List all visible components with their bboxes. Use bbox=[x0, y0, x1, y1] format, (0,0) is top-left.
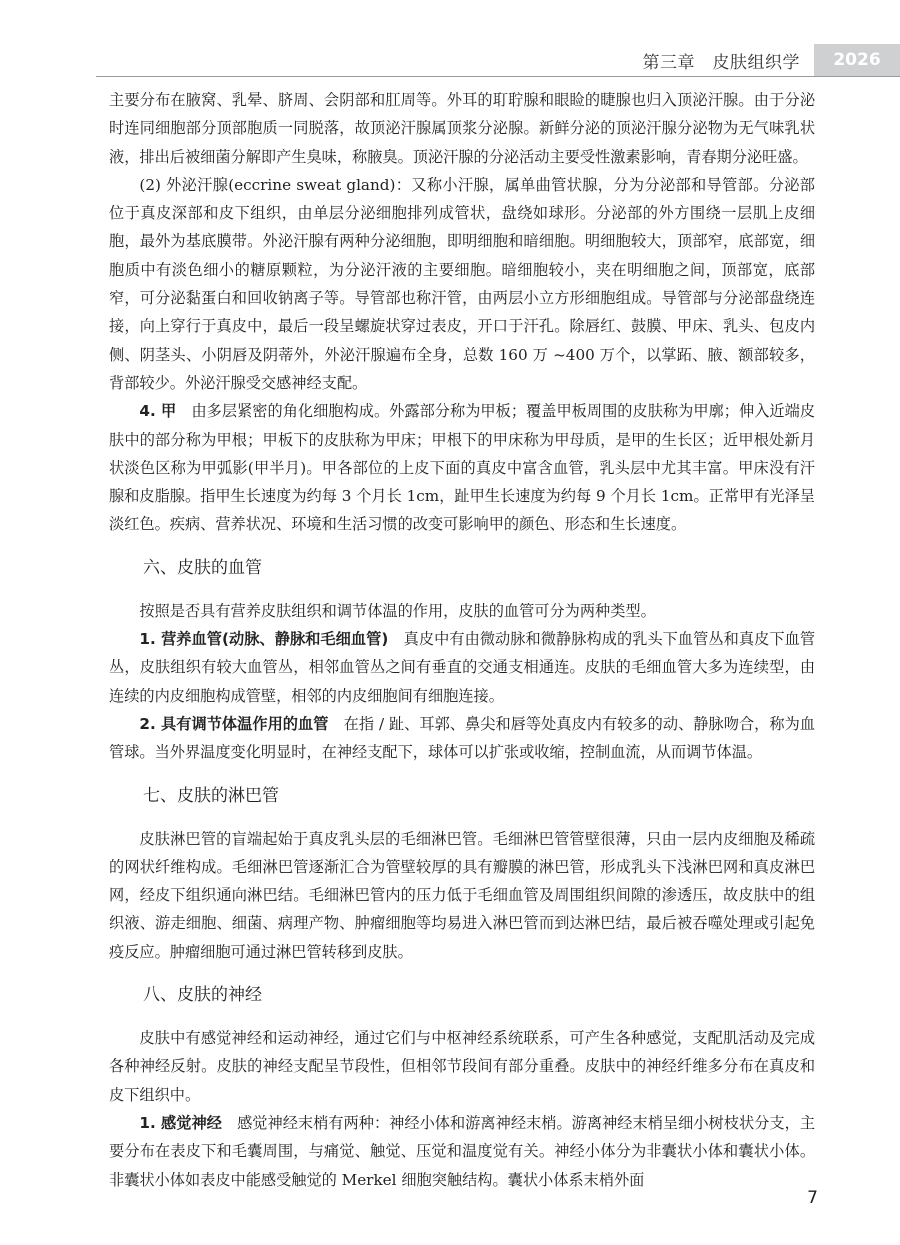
paragraph-nerves-intro: 皮肤中有感觉神经和运动神经，通过它们与中枢神经系统联系，可产生各种感觉，支配肌活动及完成各种神经反射。皮肤的神经支配呈节段性，但相邻节段间有部分重叠。皮肤中的神经纤维多分布在真皮和皮下组织中。 bbox=[109, 1029, 815, 1104]
nail-heading: 4. 甲 bbox=[139, 402, 177, 421]
nutrient-vessels-text: 真皮中有由微动脉和微静脉构成的乳头下血管丛和真皮下血管丛，皮肤组织有较大血管丛，相邻血管丛之间有垂直的交通支相通连。皮肤的毛细血管大多为连续型，由连续的内皮细胞构成管壁，相邻的内皮细胞间有细胞连接。 bbox=[109, 630, 816, 705]
section-heading-blood-vessels: 六、皮肤的血管 bbox=[143, 557, 262, 578]
sensory-nerves-heading: 1. 感觉神经 bbox=[139, 1113, 222, 1132]
section-heading-lymphatics: 七、皮肤的淋巴管 bbox=[143, 785, 279, 806]
sensory-nerves-text: 感觉神经末梢有两种：神经小体和游离神经末梢。游离神经末梢呈细小树枝状分支，主要分布在表皮下和毛囊周围，与痛觉、触觉、压觉和温度觉有关。神经小体分为非囊状小体和囊状小体。非囊状小体如表皮中能感受触觉的 Merkel 细胞突触结构。囊状小体系末梢外面 bbox=[109, 1113, 816, 1189]
year-badge: 2026 bbox=[814, 44, 900, 76]
section-heading-nerves: 八、皮肤的神经 bbox=[143, 985, 262, 1006]
page-number: 7 bbox=[807, 1188, 818, 1208]
paragraph-nail bbox=[109, 397, 815, 538]
body-text bbox=[109, 86, 815, 1194]
paragraph-sensory-nerves bbox=[109, 1109, 815, 1194]
paragraph-vessel-intro: 按照是否具有营养皮肤组织和调节体温的作用，皮肤的血管可分为两种类型。 bbox=[139, 601, 656, 620]
paragraph-thermoregulatory-vessels bbox=[109, 710, 815, 767]
paragraph-nutrient-vessels bbox=[109, 625, 815, 710]
header-divider bbox=[96, 76, 900, 77]
paragraph-eccrine-gland: (2) 外泌汗腺(eccrine sweat gland)：又称小汗腺，属单曲管状腺，分为分泌部和导管部。分泌部位于真皮深部和皮下组织，由单层分泌细胞排列成管状，盘绕如球形。分泌部的外方围绕一层肌上皮细胞，最外为基底膜带。外泌汗腺有两种分泌细胞，即明细胞和暗细胞。明细胞较大，顶部窄，底部宽，细胞质中有淡色细小的糖原颗粒，为分泌汗液的主要细胞。暗细胞较小，夹在明细胞之间，顶部宽，底部窄，可分泌黏蛋白和回收钠离子等。导管部也称汗管，由两层小立方形细胞组成。导管部与分泌部盘绕连接，向上穿行于真皮中，最后一段呈螺旋状穿过表皮，开口于汗孔。除唇红、鼓膜、甲床、乳头、包皮内侧、阴茎头、小阴唇及阴蒂外，外泌汗腺遍布全身，总数 160 万 ~400 万个，以掌跖、腋、额部较多，背部较少。外泌汗腺受交感神经支配。 bbox=[109, 175, 815, 392]
paragraph-lymphatics: 皮肤淋巴管的盲端起始于真皮乳头层的毛细淋巴管。毛细淋巴管管壁很薄，只由一层内皮细胞及稀疏的网状纤维构成。毛细淋巴管逐渐汇合为管壁较厚的具有瓣膜的淋巴管，形成乳头下浅淋巴网和真皮淋巴网，经皮下组织通向淋巴结。毛细淋巴管内的压力低于毛细血管及周围组织间隙的渗透压，故皮肤中的组织液、游走细胞、细菌、病理产物、肿瘤细胞等均易进入淋巴管而到达淋巴结，最后被吞噬处理或引起免疫反应。肿瘤细胞可通过淋巴管转移到皮肤。 bbox=[109, 829, 815, 961]
paragraph-apocrine-continued: 主要分布在腋窝、乳晕、脐周、会阴部和肛周等。外耳的耵聍腺和眼睑的睫腺也归入顶泌汗腺。由于分泌时连同细胞部分顶部胞质一同脱落，故顶泌汗腺属顶浆分泌腺。新鲜分泌的顶泌汗腺分泌物为无气味乳状液，排出后被细菌分解即产生臭味，称腋臭。顶泌汗腺的分泌活动主要受性激素影响，青春期分泌旺盛。 bbox=[109, 91, 815, 166]
thermoregulatory-heading: 2. 具有调节体温作用的血管 bbox=[139, 714, 329, 733]
chapter-title: 第三章 皮肤组织学 bbox=[642, 52, 800, 73]
nutrient-vessels-heading: 1. 营养血管(动脉、静脉和毛细血管) bbox=[139, 630, 389, 649]
nail-text: 由多层紧密的角化细胞构成。外露部分称为甲板；覆盖甲板周围的皮肤称为甲廓；伸入近端皮肤中的部分称为甲根；甲板下的皮肤称为甲床；甲根下的甲床称为甲母质，是甲的生长区；近甲根处新月状淡色区称为甲弧影(甲半月)。甲各部位的上皮下面的真皮中富含血管，乳头层中尤其丰富。甲床没有汗腺和皮脂腺。指甲生长速度为约每 3 个月长 1cm，趾甲生长速度为约每 9 个月长 1cm。正常甲有光泽呈淡红色。疾病、营养状况、环境和生活习惯的改变可影响甲的颜色、形态和生长速度。 bbox=[109, 402, 816, 534]
thermoregulatory-text: 在指 / 趾、耳郭、鼻尖和唇等处真皮内有较多的动、静脉吻合，称为血管球。当外界温度变化明显时，在神经支配下，球体可以扩张或收缩，控制血流，从而调节体温。 bbox=[109, 714, 816, 762]
running-header bbox=[643, 44, 900, 76]
